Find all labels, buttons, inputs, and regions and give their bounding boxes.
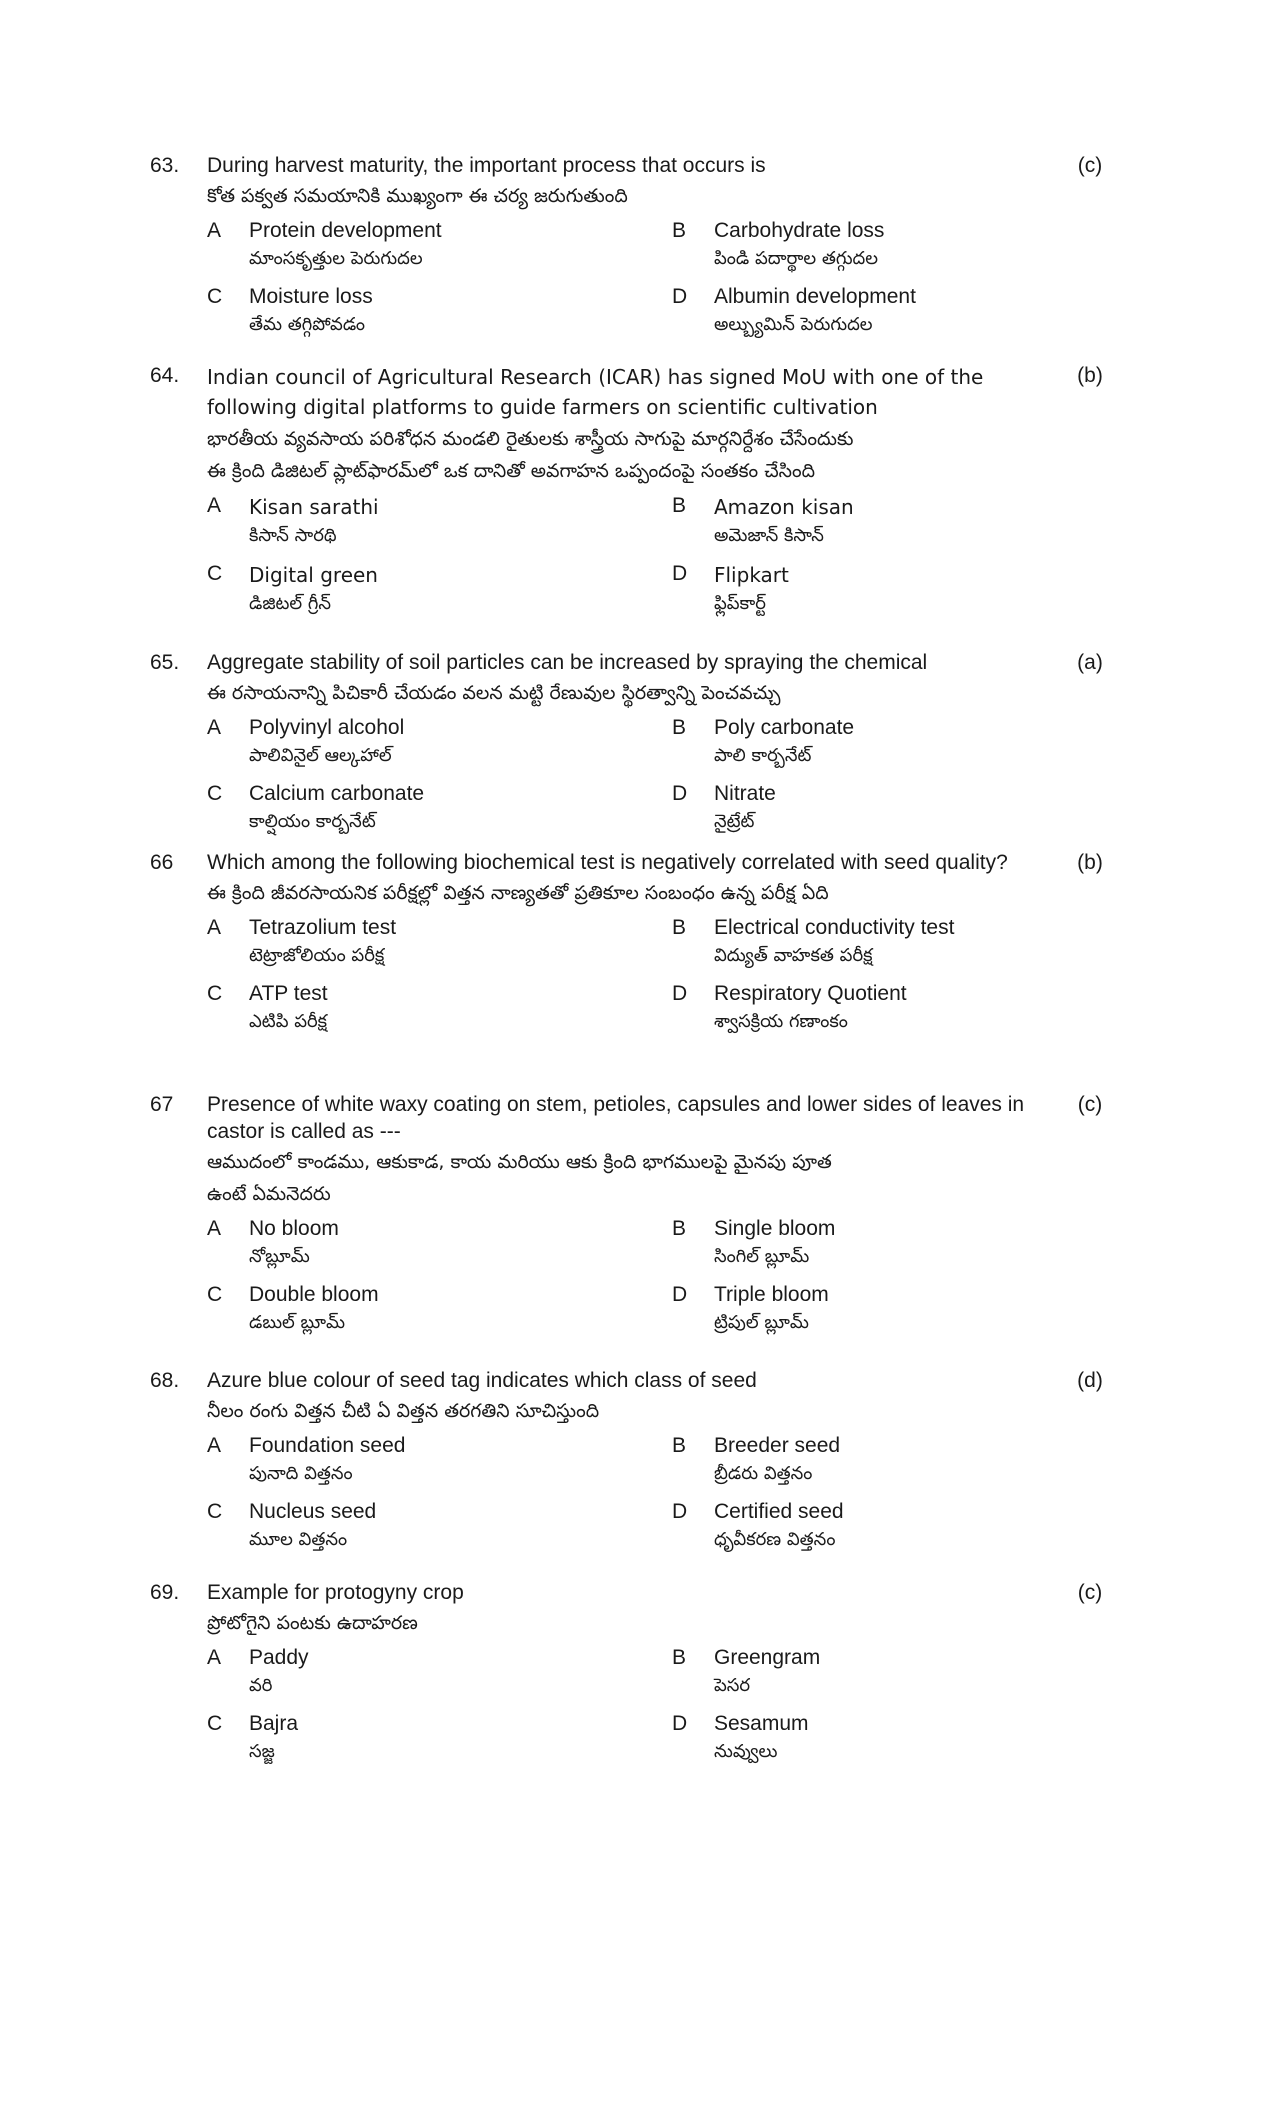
option-b <box>672 217 1032 273</box>
option-text: Greengram <box>714 1646 821 1669</box>
option-text: Paddy <box>249 1646 309 1669</box>
option-letter: C <box>207 562 223 585</box>
option-text: Electrical conductivity test <box>714 916 955 939</box>
option-text-telugu: శ్వాసక్రియ గణాంకం <box>714 1011 848 1032</box>
option-text: Nitrate <box>714 782 776 805</box>
answer-key: (c) <box>1077 154 1103 177</box>
option-text: Nucleus seed <box>249 1500 377 1523</box>
option-c <box>207 780 672 836</box>
option-c <box>207 1498 672 1554</box>
option-text-telugu: తేమ తగ్గిపోవడం <box>249 314 366 335</box>
option-a <box>207 1644 672 1700</box>
option-letter: C <box>207 1712 223 1735</box>
options-grid <box>207 914 1032 1036</box>
question-text-telugu: ఉంటే ఏమనెదరు <box>207 1183 331 1205</box>
option-letter: C <box>207 982 223 1005</box>
option-text-telugu: పెసర <box>714 1675 751 1696</box>
question-69 <box>150 1579 1110 1766</box>
question-text: Example for protogyny crop <box>207 1581 464 1604</box>
option-text-telugu: సజ్జ <box>249 1741 275 1762</box>
option-text: Certified seed <box>714 1500 844 1523</box>
question-text-telugu: భారతీయ వ్యవసాయ పరిశోధన మండలి రైతులకు శాస్త్రీయ సాగుపై మార్గనిర్దేశం చేసేందుకు <box>207 428 854 450</box>
answer-key: (b) <box>1077 851 1103 874</box>
option-text-telugu: పునాది విత్తనం <box>249 1463 353 1484</box>
option-text-telugu: ట్రిపుల్ బ్లూమ్ <box>714 1312 809 1333</box>
option-text: Respiratory Quotient <box>714 982 907 1005</box>
option-letter: A <box>207 916 222 939</box>
option-c <box>207 1281 672 1337</box>
question-text: Presence of white waxy coating on stem, petioles, capsules and lower sides of leaves in castor is called as --- <box>207 1093 1025 1143</box>
option-text-telugu: బ్రీడరు విత్తనం <box>714 1463 813 1484</box>
option-text-telugu: మూల విత్తనం <box>249 1529 348 1550</box>
option-b <box>672 492 1032 550</box>
option-a <box>207 1215 672 1271</box>
option-letter: B <box>672 1434 687 1457</box>
option-letter: A <box>207 494 222 517</box>
option-c <box>207 980 672 1036</box>
option-d <box>672 283 1032 339</box>
option-c <box>207 283 672 339</box>
question-text-telugu: ఆముదంలో కాండము, ఆకుకాడ, కాయ మరియు ఆకు క్రింది భాగములపై మైనపు పూత <box>207 1151 832 1173</box>
option-text-telugu: పిండి పదార్థాల తగ్గుదల <box>714 248 879 269</box>
option-letter: A <box>207 1646 222 1669</box>
option-text-telugu: నోబ్లూమ్ <box>249 1246 310 1267</box>
question-64 <box>150 362 1110 618</box>
option-letter: B <box>672 1217 687 1240</box>
option-text-telugu: పాలి కార్బనేట్ <box>714 745 812 766</box>
option-a <box>207 217 672 273</box>
question-text-telugu: ప్రోటోగైని పంటకు ఉదాహరణ <box>207 1612 418 1634</box>
option-d <box>672 980 1032 1036</box>
option-letter: C <box>207 782 223 805</box>
answer-key: (c) <box>1077 1093 1103 1116</box>
option-b <box>672 1432 1032 1488</box>
option-letter: B <box>672 1646 687 1669</box>
option-text: Tetrazolium test <box>249 916 397 939</box>
options-grid <box>207 1432 1032 1554</box>
option-b <box>672 714 1032 770</box>
option-text-telugu: నైట్రేట్ <box>714 811 755 832</box>
option-letter: C <box>207 1500 223 1523</box>
option-d <box>672 780 1032 836</box>
question-text-telugu: ఈ క్రింది జీవరసాయనిక పరీక్షల్లో విత్తన నాణ్యతతో ప్రతికూల సంబంధం ఉన్న పరీక్ష ఏది <box>207 882 829 904</box>
option-text-telugu: పాలివినైల్ ఆల్కహాల్ <box>249 745 392 766</box>
question-text: Which among the following biochemical test is negatively correlated with seed quality? <box>207 851 1008 874</box>
options-grid <box>207 492 1032 618</box>
option-text: Amazon kisan <box>714 495 854 519</box>
option-text: ATP test <box>249 982 328 1005</box>
option-letter: B <box>672 219 687 242</box>
question-68 <box>150 1367 1110 1554</box>
option-text-telugu: టెట్రాజోలియం పరీక్ష <box>249 945 385 966</box>
question-number: 65. <box>150 651 180 674</box>
option-text: Digital green <box>249 563 378 587</box>
option-letter: D <box>672 1712 688 1735</box>
option-text-telugu: ఫ్లిప్‌కార్ట్ <box>714 593 766 614</box>
option-letter: D <box>672 285 688 308</box>
option-text: Bajra <box>249 1712 299 1735</box>
option-letter: D <box>672 982 688 1005</box>
option-letter: D <box>672 1283 688 1306</box>
option-text-telugu: ఎటిపి పరీక్ష <box>249 1011 328 1032</box>
options-grid <box>207 1644 1032 1766</box>
question-66 <box>150 849 1110 1036</box>
option-letter: A <box>207 1217 222 1240</box>
option-text: Triple bloom <box>714 1283 829 1306</box>
option-b <box>672 1644 1032 1700</box>
option-text: Poly carbonate <box>714 716 855 739</box>
option-text: Moisture loss <box>249 285 373 308</box>
option-a <box>207 492 672 550</box>
option-b <box>672 914 1032 970</box>
question-67 <box>150 1091 1110 1337</box>
option-text: Breeder seed <box>714 1434 841 1457</box>
option-letter: D <box>672 562 688 585</box>
option-letter: A <box>207 1434 222 1457</box>
option-text-telugu: ధృవీకరణ విత్తనం <box>714 1529 836 1550</box>
option-letter: D <box>672 782 688 805</box>
option-d <box>672 1710 1032 1766</box>
answer-key: (b) <box>1077 364 1103 387</box>
question-number: 69. <box>150 1581 180 1604</box>
question-text: Aggregate stability of soil particles can be increased by spraying the chemical <box>207 651 928 674</box>
option-text: No bloom <box>249 1217 339 1240</box>
option-text: Calcium carbonate <box>249 782 425 805</box>
option-letter: B <box>672 494 687 517</box>
option-text: Albumin development <box>714 285 916 308</box>
options-grid <box>207 217 1032 339</box>
question-text-telugu: కోత పక్వత సమయానికి ముఖ్యంగా ఈ చర్య జరుగుతుంది <box>207 185 628 207</box>
options-grid <box>207 714 1032 836</box>
option-text: Flipkart <box>714 563 789 587</box>
option-letter: A <box>207 219 222 242</box>
option-a <box>207 714 672 770</box>
option-letter: C <box>207 1283 223 1306</box>
question-number: 64. <box>150 364 180 387</box>
question-text-telugu: ఈ రసాయనాన్ని పిచికారీ చేయడం వలన మట్టి రేణువుల స్థిరత్వాన్ని పెంచవచ్చు <box>207 682 781 704</box>
question-65 <box>150 649 1110 836</box>
option-text-telugu: డిజిటల్ గ్రీన్ <box>249 593 331 614</box>
option-letter: B <box>672 916 687 939</box>
option-text-telugu: వరి <box>249 1675 273 1696</box>
question-number: 63. <box>150 154 180 177</box>
option-d <box>672 560 1032 618</box>
option-text: Carbohydrate loss <box>714 219 885 242</box>
option-text: Double bloom <box>249 1283 379 1306</box>
option-text-telugu: అల్బ్యుమిన్ పెరుగుదల <box>714 314 873 335</box>
question-text: During harvest maturity, the important process that occurs is <box>207 154 766 177</box>
option-text: Protein development <box>249 219 442 242</box>
option-text-telugu: విద్యుత్ వాహకత పరీక్ష <box>714 945 873 966</box>
answer-key: (c) <box>1077 1581 1103 1604</box>
question-text: Indian council of Agricultural Research (ICAR) has signed MoU with one of the following digital platforms to guide farmers on scientific cultivation <box>207 365 984 419</box>
option-text-telugu: సింగిల్ బ్లూమ్ <box>714 1246 810 1267</box>
option-d <box>672 1498 1032 1554</box>
question-number: 67 <box>150 1093 174 1116</box>
option-b <box>672 1215 1032 1271</box>
option-letter: B <box>672 716 687 739</box>
option-a <box>207 1432 672 1488</box>
option-text: Sesamum <box>714 1712 809 1735</box>
option-a <box>207 914 672 970</box>
option-text-telugu: మాంసకృత్తుల పెరుగుదల <box>249 248 423 269</box>
options-grid <box>207 1215 1032 1337</box>
option-c <box>207 560 672 618</box>
question-text-telugu: ఈ క్రింది డిజిటల్ ప్లాట్‌ఫారమ్‌లో ఒక దానితో అవగాహన ఒప్పందంపై సంతకం చేసింది <box>207 460 816 482</box>
question-number: 68. <box>150 1369 180 1392</box>
option-letter: D <box>672 1500 688 1523</box>
option-text: Single bloom <box>714 1217 836 1240</box>
option-text-telugu: కాల్షియం కార్బనేట్ <box>249 811 376 832</box>
answer-key: (a) <box>1077 651 1103 674</box>
option-text-telugu: డబుల్ బ్లూమ్ <box>249 1312 346 1333</box>
question-63 <box>150 152 1110 339</box>
option-text-telugu: నువ్వులు <box>714 1741 778 1762</box>
option-letter: C <box>207 285 223 308</box>
option-text-telugu: కిసాన్ సారథి <box>249 525 337 546</box>
question-text-telugu: నీలం రంగు విత్తన చీటి ఏ విత్తన తరగతిని సూచిస్తుంది <box>207 1400 600 1422</box>
question-text: Azure blue colour of seed tag indicates which class of seed <box>207 1369 757 1392</box>
question-number: 66 <box>150 851 174 874</box>
option-text: Foundation seed <box>249 1434 406 1457</box>
option-text: Polyvinyl alcohol <box>249 716 405 739</box>
option-d <box>672 1281 1032 1337</box>
answer-key: (d) <box>1077 1369 1103 1392</box>
option-c <box>207 1710 672 1766</box>
option-text-telugu: అమెజాన్ కిసాన్ <box>714 525 824 546</box>
option-text: Kisan sarathi <box>249 495 379 519</box>
option-letter: A <box>207 716 222 739</box>
